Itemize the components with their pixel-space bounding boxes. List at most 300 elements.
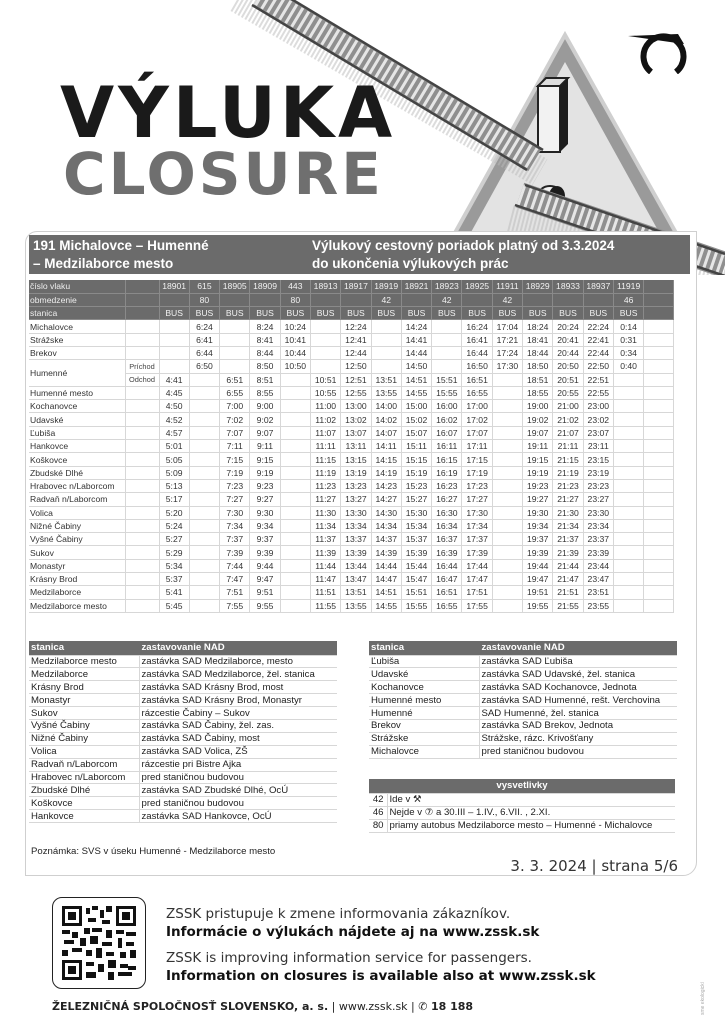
nad-row bbox=[29, 758, 337, 771]
header-cell: 18917 bbox=[341, 280, 371, 293]
nad-station: Humenné mesto bbox=[369, 694, 479, 707]
arrival-departure-label bbox=[125, 320, 159, 333]
pad-cell bbox=[644, 573, 674, 586]
time-cell: 7:34 bbox=[220, 519, 250, 532]
time-cell: 10:41 bbox=[280, 333, 310, 346]
time-cell: 17:07 bbox=[462, 426, 492, 439]
table-row bbox=[29, 360, 674, 373]
time-cell: 22:50 bbox=[583, 360, 613, 373]
header-cell: BUS bbox=[220, 307, 250, 320]
time-cell: 5:01 bbox=[159, 440, 189, 453]
time-cell: 9:37 bbox=[250, 533, 280, 546]
header-cell: BUS bbox=[432, 307, 462, 320]
legend-text: Ide v ⚒ bbox=[387, 793, 675, 806]
time-cell: 18:44 bbox=[523, 346, 553, 359]
time-cell bbox=[613, 466, 643, 479]
time-cell: 17:24 bbox=[492, 346, 522, 359]
time-cell: 15:27 bbox=[401, 493, 431, 506]
header-cell: 11919 bbox=[613, 280, 643, 293]
time-cell: 14:39 bbox=[371, 546, 401, 559]
time-cell: 17:15 bbox=[462, 453, 492, 466]
time-cell: 17:02 bbox=[462, 413, 492, 426]
time-cell: 19:34 bbox=[523, 519, 553, 532]
header-pad-cell bbox=[644, 307, 674, 320]
nad-stops-table-right bbox=[369, 641, 677, 759]
arrival-departure-label bbox=[125, 546, 159, 559]
time-cell bbox=[189, 506, 219, 519]
time-cell: 15:15 bbox=[401, 453, 431, 466]
station-name: Krásny Brod bbox=[29, 573, 125, 586]
header-cell: 80 bbox=[280, 293, 310, 306]
time-cell: 23:00 bbox=[583, 400, 613, 413]
nad-station: Udavské bbox=[369, 668, 479, 681]
time-cell: 13:47 bbox=[341, 573, 371, 586]
time-cell: 16:41 bbox=[462, 333, 492, 346]
arrival-departure-label bbox=[125, 559, 159, 572]
nad-row bbox=[29, 771, 337, 784]
header-cell: BUS bbox=[189, 307, 219, 320]
time-cell: 20:55 bbox=[553, 386, 583, 399]
header-cell: 443 bbox=[280, 280, 310, 293]
time-cell: 17:30 bbox=[492, 360, 522, 373]
time-cell: 22:51 bbox=[583, 373, 613, 386]
time-cell: 14:07 bbox=[371, 426, 401, 439]
arrival-departure-label bbox=[125, 453, 159, 466]
time-cell: 15:00 bbox=[401, 400, 431, 413]
time-cell: 7:15 bbox=[220, 453, 250, 466]
time-cell: 20:41 bbox=[553, 333, 583, 346]
timetable bbox=[29, 280, 674, 613]
time-cell: 19:30 bbox=[523, 506, 553, 519]
time-cell: 20:50 bbox=[553, 360, 583, 373]
time-cell bbox=[371, 333, 401, 346]
time-cell: 14:30 bbox=[371, 506, 401, 519]
time-cell: 13:27 bbox=[341, 493, 371, 506]
station-name: Medzilaborce bbox=[29, 586, 125, 599]
time-cell bbox=[492, 559, 522, 572]
time-cell: 15:51 bbox=[432, 373, 462, 386]
time-cell bbox=[189, 493, 219, 506]
table-row bbox=[29, 559, 674, 572]
arrival-departure-label bbox=[125, 533, 159, 546]
arrival-departure-label bbox=[125, 426, 159, 439]
time-cell bbox=[189, 519, 219, 532]
time-cell: 17:30 bbox=[462, 506, 492, 519]
time-cell: 9:34 bbox=[250, 519, 280, 532]
time-cell: 16:47 bbox=[432, 573, 462, 586]
time-cell bbox=[371, 320, 401, 333]
time-cell bbox=[189, 479, 219, 492]
table-row bbox=[29, 453, 674, 466]
time-cell: 16:44 bbox=[432, 559, 462, 572]
footer-company: ŽELEZNIČNÁ SPOLOČNOSŤ SLOVENSKO, a. s. bbox=[52, 1000, 329, 1013]
qr-code-icon[interactable] bbox=[52, 897, 146, 989]
header-cell: BUS bbox=[462, 307, 492, 320]
nad-stop: pred staničnou budovou bbox=[139, 771, 337, 784]
nad-row bbox=[29, 784, 337, 797]
pad-cell bbox=[644, 546, 674, 559]
nad-station: Krásny Brod bbox=[29, 681, 139, 694]
time-cell: 19:15 bbox=[523, 453, 553, 466]
time-cell: 22:55 bbox=[583, 386, 613, 399]
nad-station: Hrabovec n/Laborcom bbox=[29, 771, 139, 784]
nad-stops-table-left bbox=[29, 641, 337, 823]
nad-row bbox=[29, 810, 337, 823]
nad-row bbox=[29, 655, 337, 668]
time-cell: 7:11 bbox=[220, 440, 250, 453]
pad-cell bbox=[644, 533, 674, 546]
time-cell bbox=[613, 453, 643, 466]
time-cell bbox=[310, 320, 340, 333]
time-cell bbox=[159, 360, 189, 373]
info-sk-text: ZSSK pristupuje k zmene informovania zákazníkov. bbox=[166, 906, 511, 922]
time-cell: 6:55 bbox=[220, 386, 250, 399]
time-cell: 8:44 bbox=[250, 346, 280, 359]
time-cell: 10:50 bbox=[280, 360, 310, 373]
pad-cell bbox=[644, 400, 674, 413]
nad-header-stop: zastavovanie NAD bbox=[139, 641, 337, 655]
time-cell: 15:55 bbox=[432, 386, 462, 399]
time-cell: 11:02 bbox=[310, 413, 340, 426]
route-name-line1: 191 Michalovce – Humenné bbox=[33, 238, 209, 253]
time-cell bbox=[220, 360, 250, 373]
header-cell: 18909 bbox=[250, 280, 280, 293]
route-header bbox=[29, 235, 690, 274]
time-cell bbox=[189, 599, 219, 612]
nad-row bbox=[369, 681, 677, 694]
header-cell: 42 bbox=[492, 293, 522, 306]
time-cell: 5:29 bbox=[159, 546, 189, 559]
time-cell: 15:30 bbox=[401, 506, 431, 519]
time-cell: 15:11 bbox=[401, 440, 431, 453]
time-cell: 19:51 bbox=[523, 586, 553, 599]
table-row bbox=[29, 400, 674, 413]
header-cell: 18919 bbox=[371, 280, 401, 293]
time-cell: 16:44 bbox=[462, 346, 492, 359]
time-cell bbox=[280, 493, 310, 506]
time-cell: 19:02 bbox=[523, 413, 553, 426]
arrival-departure-label bbox=[125, 440, 159, 453]
time-cell: 8:50 bbox=[250, 360, 280, 373]
time-cell: 16:30 bbox=[432, 506, 462, 519]
time-cell: 23:02 bbox=[583, 413, 613, 426]
header-cell bbox=[341, 293, 371, 306]
pad-cell bbox=[644, 479, 674, 492]
nad-stop: SAD Humenné, žel. stanica bbox=[479, 707, 677, 720]
nad-stop: zastávka SAD Udavské, žel. stanica bbox=[479, 668, 677, 681]
header-sub-cell bbox=[125, 307, 159, 320]
time-cell: 23:19 bbox=[583, 466, 613, 479]
time-cell bbox=[613, 546, 643, 559]
time-cell: 16:27 bbox=[432, 493, 462, 506]
header-cell: BUS bbox=[613, 307, 643, 320]
legend-row bbox=[369, 819, 675, 832]
time-cell: 0:31 bbox=[613, 333, 643, 346]
table-row bbox=[29, 440, 674, 453]
time-cell bbox=[280, 400, 310, 413]
time-cell: 19:39 bbox=[523, 546, 553, 559]
time-cell: 9:47 bbox=[250, 573, 280, 586]
time-cell bbox=[280, 519, 310, 532]
time-cell: 5:20 bbox=[159, 506, 189, 519]
time-cell: 16:39 bbox=[432, 546, 462, 559]
time-cell: 10:44 bbox=[280, 346, 310, 359]
time-cell bbox=[613, 386, 643, 399]
validity-line2: do ukončenia výlukových prác bbox=[312, 256, 509, 271]
time-cell: 11:34 bbox=[310, 519, 340, 532]
time-cell: 14:47 bbox=[371, 573, 401, 586]
footer-separator: | bbox=[331, 1000, 339, 1013]
nad-station: Humenné bbox=[369, 707, 479, 720]
info-sk-link-text[interactable]: Informácie o výlukách nájdete aj na www.zssk.sk bbox=[166, 924, 540, 940]
nad-header-row bbox=[29, 641, 337, 655]
legend-text: priamy autobus Medzilaborce mesto – Humenné - Michalovce bbox=[387, 819, 675, 832]
nad-stop: zastávka SAD Čabiny, most bbox=[139, 732, 337, 745]
table-row bbox=[29, 533, 674, 546]
time-cell: 6:51 bbox=[220, 373, 250, 386]
time-cell: 13:00 bbox=[341, 400, 371, 413]
header-cell: 615 bbox=[189, 280, 219, 293]
time-cell: 18:24 bbox=[523, 320, 553, 333]
time-cell: 17:04 bbox=[492, 320, 522, 333]
time-cell: 13:55 bbox=[371, 386, 401, 399]
time-cell bbox=[189, 586, 219, 599]
nad-stop: zastávka SAD Medzilaborce, mesto bbox=[139, 655, 337, 668]
time-cell bbox=[492, 586, 522, 599]
station-name: Monastyr bbox=[29, 559, 125, 572]
header-cell: 18921 bbox=[401, 280, 431, 293]
time-cell: 14:23 bbox=[371, 479, 401, 492]
time-cell bbox=[613, 599, 643, 612]
arrival-departure-label bbox=[125, 586, 159, 599]
time-cell bbox=[220, 320, 250, 333]
footer-web-link[interactable]: www.zssk.sk bbox=[338, 1000, 408, 1013]
header-sub-cell bbox=[125, 293, 159, 306]
station-name: Nižné Čabiny bbox=[29, 519, 125, 532]
legend-code: 46 bbox=[369, 806, 387, 819]
time-cell: 17:39 bbox=[462, 546, 492, 559]
time-cell bbox=[189, 453, 219, 466]
legend-table bbox=[369, 779, 675, 833]
time-cell: 11:47 bbox=[310, 573, 340, 586]
nad-station: Monastyr bbox=[29, 694, 139, 707]
pad-cell bbox=[644, 599, 674, 612]
time-cell bbox=[492, 573, 522, 586]
footer bbox=[52, 1000, 473, 1013]
time-cell: 13:51 bbox=[341, 586, 371, 599]
time-cell: 22:24 bbox=[583, 320, 613, 333]
time-cell: 16:11 bbox=[432, 440, 462, 453]
time-cell: 7:30 bbox=[220, 506, 250, 519]
table-row bbox=[29, 386, 674, 399]
time-cell: 14:37 bbox=[371, 533, 401, 546]
time-cell: 9:07 bbox=[250, 426, 280, 439]
header-pad-cell bbox=[644, 293, 674, 306]
time-cell bbox=[613, 426, 643, 439]
nad-station: Hankovce bbox=[29, 810, 139, 823]
zssk-logo-icon bbox=[626, 24, 696, 74]
nad-station: Brekov bbox=[369, 719, 479, 732]
nad-row bbox=[369, 707, 677, 720]
nad-station: Volica bbox=[29, 745, 139, 758]
time-cell: 17:23 bbox=[462, 479, 492, 492]
pad-cell bbox=[644, 426, 674, 439]
time-cell bbox=[492, 599, 522, 612]
time-cell bbox=[432, 346, 462, 359]
arrival-departure-label bbox=[125, 573, 159, 586]
time-cell: 11:15 bbox=[310, 453, 340, 466]
table-row bbox=[29, 320, 674, 333]
time-cell bbox=[189, 466, 219, 479]
time-cell: 17:55 bbox=[462, 599, 492, 612]
time-cell: 13:55 bbox=[341, 599, 371, 612]
time-cell: 16:24 bbox=[462, 320, 492, 333]
time-cell: 21:30 bbox=[553, 506, 583, 519]
nad-header-row bbox=[369, 641, 677, 655]
time-cell bbox=[280, 373, 310, 386]
pad-cell bbox=[644, 413, 674, 426]
time-cell bbox=[280, 466, 310, 479]
time-cell: 13:15 bbox=[341, 453, 371, 466]
time-cell: 21:23 bbox=[553, 479, 583, 492]
time-cell: 15:07 bbox=[401, 426, 431, 439]
time-cell bbox=[613, 413, 643, 426]
arrival-departure-label: Odchod bbox=[125, 373, 159, 386]
time-cell: 17:00 bbox=[462, 400, 492, 413]
nad-station: Koškovce bbox=[29, 797, 139, 810]
table-row bbox=[29, 346, 674, 359]
time-cell: 7:44 bbox=[220, 559, 250, 572]
pad-cell bbox=[644, 493, 674, 506]
time-cell bbox=[492, 546, 522, 559]
time-cell: 15:37 bbox=[401, 533, 431, 546]
nad-station: Strážske bbox=[369, 732, 479, 745]
nad-stop: zastávka SAD Humenné, rešt. Verchovina bbox=[479, 694, 677, 707]
nad-station: Radvaň n/Laborcom bbox=[29, 758, 139, 771]
time-cell: 19:23 bbox=[523, 479, 553, 492]
nad-row bbox=[369, 668, 677, 681]
time-cell: 21:02 bbox=[553, 413, 583, 426]
time-cell: 7:02 bbox=[220, 413, 250, 426]
time-cell bbox=[613, 533, 643, 546]
header-cell: BUS bbox=[371, 307, 401, 320]
time-cell bbox=[280, 479, 310, 492]
time-cell bbox=[280, 426, 310, 439]
time-cell bbox=[189, 413, 219, 426]
nad-station: Michalovce bbox=[369, 745, 479, 758]
info-en-link-text[interactable]: Information on closures is available also at www.zssk.sk bbox=[166, 968, 596, 984]
title-vyluka: VÝLUKA bbox=[60, 72, 397, 154]
time-cell bbox=[613, 573, 643, 586]
nad-stop: rázcestie pri Bistre Ajka bbox=[139, 758, 337, 771]
time-cell: 7:51 bbox=[220, 586, 250, 599]
time-cell bbox=[492, 400, 522, 413]
header-cell: BUS bbox=[523, 307, 553, 320]
time-cell bbox=[432, 360, 462, 373]
arrival-departure-label bbox=[125, 333, 159, 346]
time-cell: 21:37 bbox=[553, 533, 583, 546]
time-cell bbox=[280, 573, 310, 586]
time-cell: 5:13 bbox=[159, 479, 189, 492]
station-name: Udavské bbox=[29, 413, 125, 426]
train-number-row bbox=[29, 280, 674, 293]
header-cell bbox=[462, 293, 492, 306]
station-name: Michalovce bbox=[29, 320, 125, 333]
time-cell: 15:51 bbox=[401, 586, 431, 599]
time-cell: 9:44 bbox=[250, 559, 280, 572]
time-cell: 23:15 bbox=[583, 453, 613, 466]
time-cell: 9:02 bbox=[250, 413, 280, 426]
vehicle-type-row bbox=[29, 307, 674, 320]
time-cell: 23:55 bbox=[583, 599, 613, 612]
time-cell: 21:51 bbox=[553, 586, 583, 599]
time-cell bbox=[613, 586, 643, 599]
time-cell: 13:51 bbox=[371, 373, 401, 386]
arrival-departure-label bbox=[125, 493, 159, 506]
nad-row bbox=[29, 732, 337, 745]
header-cell: BUS bbox=[492, 307, 522, 320]
time-cell bbox=[280, 533, 310, 546]
time-cell: 15:23 bbox=[401, 479, 431, 492]
station-name: Brekov bbox=[29, 346, 125, 359]
station-name: Hankovce bbox=[29, 440, 125, 453]
time-cell: 23:37 bbox=[583, 533, 613, 546]
time-cell: 16:00 bbox=[432, 400, 462, 413]
nad-row bbox=[369, 732, 677, 745]
time-cell: 14:02 bbox=[371, 413, 401, 426]
time-cell: 13:39 bbox=[341, 546, 371, 559]
nad-stop: zastávka SAD Medzilaborce, žel. stanica bbox=[139, 668, 337, 681]
header-cell: BUS bbox=[401, 307, 431, 320]
time-cell: 23:23 bbox=[583, 479, 613, 492]
header-cell bbox=[310, 293, 340, 306]
time-cell bbox=[432, 320, 462, 333]
time-cell: 16:50 bbox=[462, 360, 492, 373]
footer-phone: 18 188 bbox=[430, 1000, 474, 1013]
time-cell: 21:47 bbox=[553, 573, 583, 586]
time-cell bbox=[613, 479, 643, 492]
legend-row bbox=[369, 793, 675, 806]
station-name: Volica bbox=[29, 506, 125, 519]
time-cell: 12:55 bbox=[341, 386, 371, 399]
header-cell: BUS bbox=[553, 307, 583, 320]
time-cell: 16:23 bbox=[432, 479, 462, 492]
header-label: stanica bbox=[29, 307, 125, 320]
time-cell: 23:44 bbox=[583, 559, 613, 572]
page-info: 3. 3. 2024 | strana 5/6 bbox=[510, 857, 678, 875]
time-cell: 11:55 bbox=[310, 599, 340, 612]
time-cell: 4:52 bbox=[159, 413, 189, 426]
nad-row bbox=[29, 745, 337, 758]
time-cell: 8:55 bbox=[250, 386, 280, 399]
time-cell: 16:02 bbox=[432, 413, 462, 426]
nad-station: Kochanovce bbox=[369, 681, 479, 694]
nad-row bbox=[29, 707, 337, 720]
time-cell: 17:19 bbox=[462, 466, 492, 479]
arrival-departure-label bbox=[125, 466, 159, 479]
nad-station: Medzilaborce bbox=[29, 668, 139, 681]
time-cell: 16:15 bbox=[432, 453, 462, 466]
nad-row bbox=[369, 655, 677, 668]
time-cell bbox=[492, 413, 522, 426]
nad-row bbox=[29, 719, 337, 732]
pad-cell bbox=[644, 333, 674, 346]
time-cell: 17:44 bbox=[462, 559, 492, 572]
table-row bbox=[29, 519, 674, 532]
time-cell: 13:30 bbox=[341, 506, 371, 519]
time-cell: 17:47 bbox=[462, 573, 492, 586]
station-name: Zbudské Dlhé bbox=[29, 466, 125, 479]
